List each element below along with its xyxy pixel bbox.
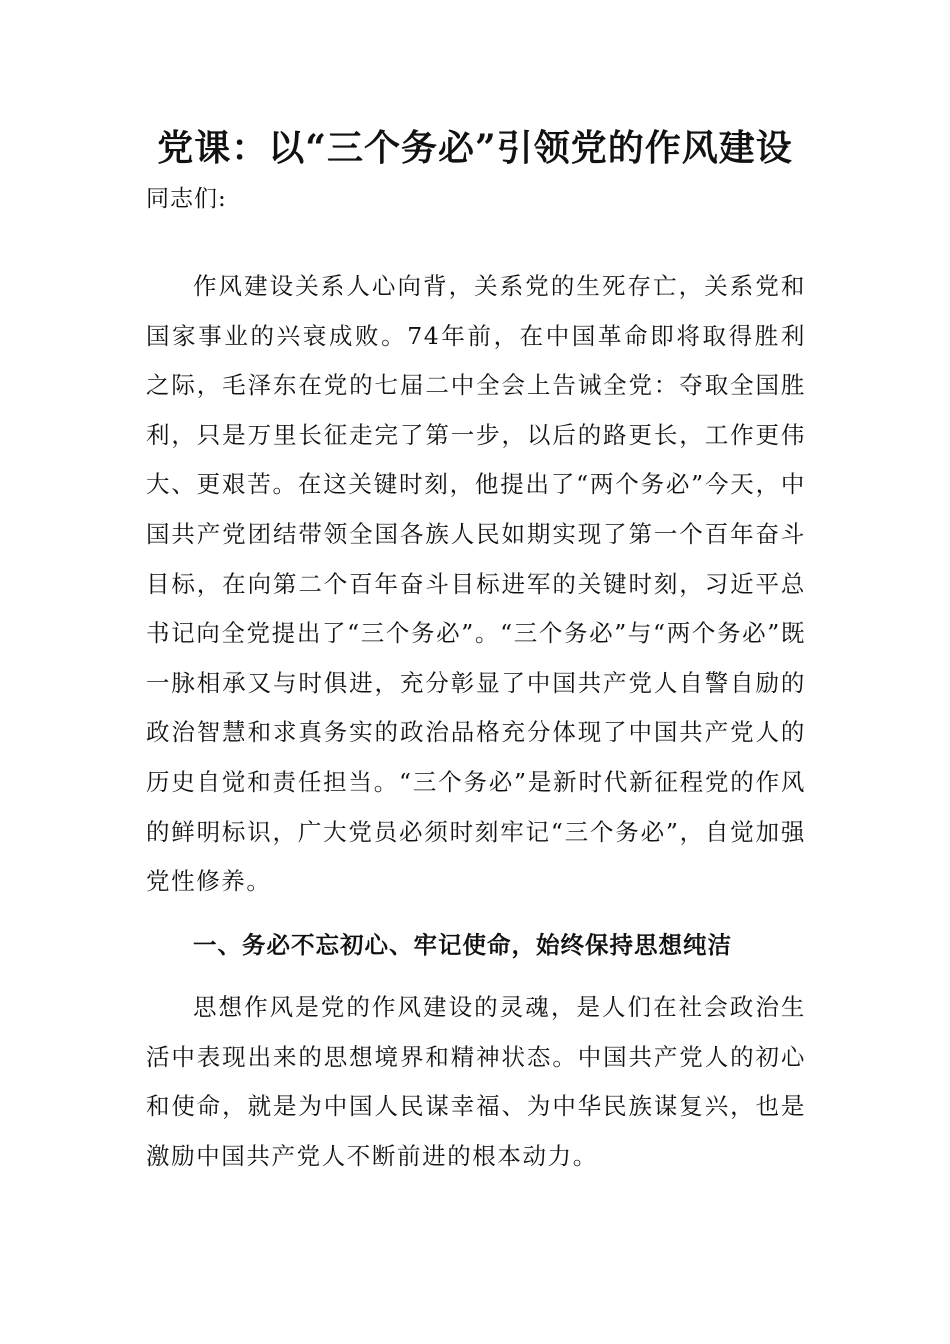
intro-paragraph: 作风建设关系人心向背，关系党的生死存亡，关系党和国家事业的兴衰成败。74年前，在中国革命即将取得胜利之际，毛泽东在党的七届二中全会上告诫全党：夺取全国胜利，只是万里长征走完了第一步，以后的路更长，工作更伟大、更艰苦。在这关键时刻，他提出了“两个务必”今天，中国共产党团结带领全国各族人民如期实现了第一个百年奋斗目标，在向第二个百年奋斗目标进军的关键时刻，习近平总书记向全党提出了“三个务必”。“三个务必”与“两个务必”既一脉相承又与时俱进，充分彰显了中国共产党人自警自励的政治智慧和求真务实的政治品格充分体现了中国共产党人的历史自觉和责任担当。“三个务必”是新时代新征程党的作风的鲜明标识，广大党员必须时刻牢记“三个务必”，自觉加强党性修养。 (146, 272, 806, 896)
document-title: 党课：以“三个务必”引领党的作风建设 (157, 127, 793, 169)
section-1-paragraph: 思想作风是党的作风建设的灵魂，是人们在社会政治生活中表现出来的思想境界和精神状态。中国共产党人的初心和使命，就是为中国人民谋幸福、为中华民族谋复兴，也是激励中国共产党人不断前进的根本动力。 (146, 993, 806, 1170)
salutation: 同志们: (146, 186, 227, 212)
section-heading-1: 一、务必不忘初心、牢记使命，始终保持思想纯洁 (193, 931, 732, 959)
